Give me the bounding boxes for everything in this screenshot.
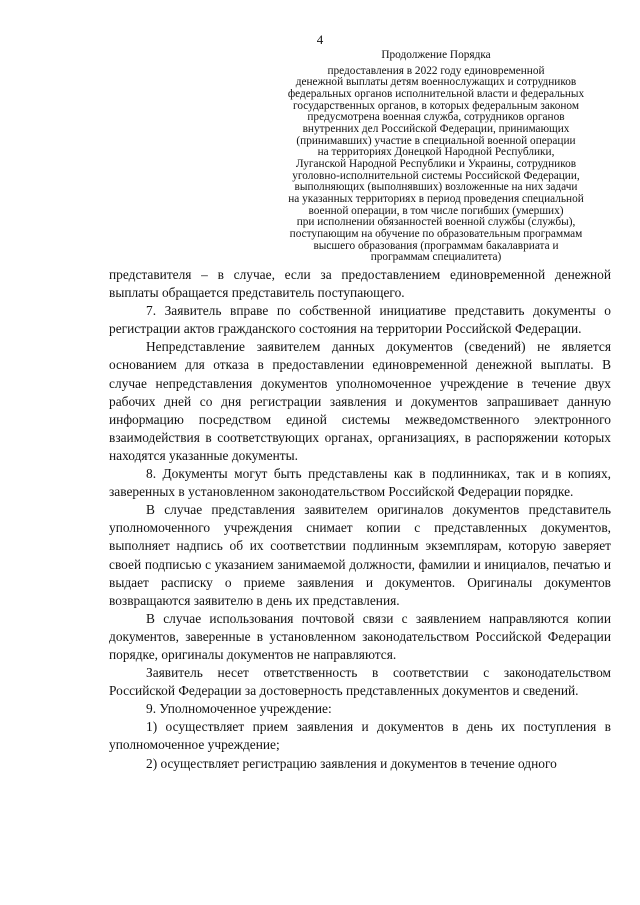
paragraph-subitem-1: 1) осуществляет прием заявления и документов в день их поступления в уполномоченное учреждение; bbox=[109, 719, 611, 753]
header-line: предоставления в 2022 году единовременной bbox=[327, 64, 545, 77]
header-line: на указанных территориях в период проведения специальной bbox=[288, 192, 584, 205]
header-line: поступающим на обучение по образовательным программам bbox=[289, 227, 583, 240]
header-line: на территориях Донецкой Народной Республики, bbox=[317, 146, 555, 159]
paragraph-subitem-2: 2) осуществляет регистрацию заявления и документов в течение одного bbox=[146, 755, 557, 771]
header-line: государственных органов, в которых федеральным законом bbox=[293, 99, 579, 112]
header-line: внутренних дел Российской Федерации, принимающих bbox=[302, 122, 570, 135]
header-line: программам специалитета) bbox=[370, 251, 502, 264]
header-line: Луганской Народной Республики и Украины, сотрудников bbox=[295, 157, 577, 170]
paragraph: В случае использования почтовой связи с заявлением направляются копии документов, заверенные в установленном законодательством Российской Федерации порядке, оригиналы документов не направляются. bbox=[109, 610, 611, 662]
page-number: 4 bbox=[316, 32, 324, 47]
order-continuation-header bbox=[257, 50, 615, 264]
header-line: высшего образования (программам бакалавриата и bbox=[313, 239, 559, 252]
header-line: военной операции, в том числе погибших (умерших) bbox=[308, 204, 564, 217]
paragraph: Непредставление заявителем данных документов (сведений) не является основанием для отказа в предоставлении единовременной денежной выплаты. В случае непредставления документов уполномоченное учреждение в течение двух рабочих дней со дня регистрации заявления и документов запрашивает данную информацию посредством единой системы межведомственного электронного взаимодействия в соответствующих органах, организациях, в распоряжении которых находятся указанные документы. bbox=[109, 339, 611, 463]
paragraph-item-8: 8. Документы могут быть представлены как в подлинниках, так и в копиях, заверенных в установленном законодательством Российской Федерации порядке. bbox=[109, 466, 611, 500]
paragraph-continuation: представителя – в случае, если за предоставлением единовременной денежной выплаты обращается представитель поступающего. bbox=[109, 267, 611, 301]
paragraph: В случае представления заявителем оригиналов документов представитель уполномоченного учреждения снимает копии с представленных документов, выполняет надпись об их соответствии подлинным экземплярам, которую заверяет своей подписью с указанием занимаемой должности, фамилии и инициалов, печатью и выдает расписку о приеме заявления и документов. Оригиналы документов возвращаются заявителю в день их представления. bbox=[109, 502, 611, 608]
paragraph-item-9: 9. Уполномоченное учреждение: bbox=[146, 701, 332, 717]
header-line: (принимавших) участие в специальной военной операции bbox=[296, 134, 576, 147]
header-line: уголовно-исполнительной системы Российской Федерации, bbox=[292, 169, 580, 182]
paragraph: Заявитель несет ответственность в соответствии с законодательством Российской Федерации за достоверность представленных документов и сведений. bbox=[109, 665, 611, 699]
header-line: выполняющих (выполнявших) возложенные на них задачи bbox=[294, 181, 578, 194]
header-line: федеральных органов исполнительной власти и федеральных bbox=[287, 87, 585, 100]
document-body bbox=[109, 266, 611, 773]
header-title: Продолжение Порядка bbox=[381, 49, 491, 61]
paragraph-item-7: 7. Заявитель вправе по собственной инициативе представить документы о регистрации актов гражданского состояния на территории Российской Федерации. bbox=[109, 303, 611, 337]
header-line: предусмотрена военная служба, сотрудников органов bbox=[307, 111, 565, 124]
header-line: при исполнении обязанностей военной службы (службы), bbox=[296, 216, 576, 229]
header-line: денежной выплаты детям военнослужащих и сотрудников bbox=[295, 76, 577, 89]
